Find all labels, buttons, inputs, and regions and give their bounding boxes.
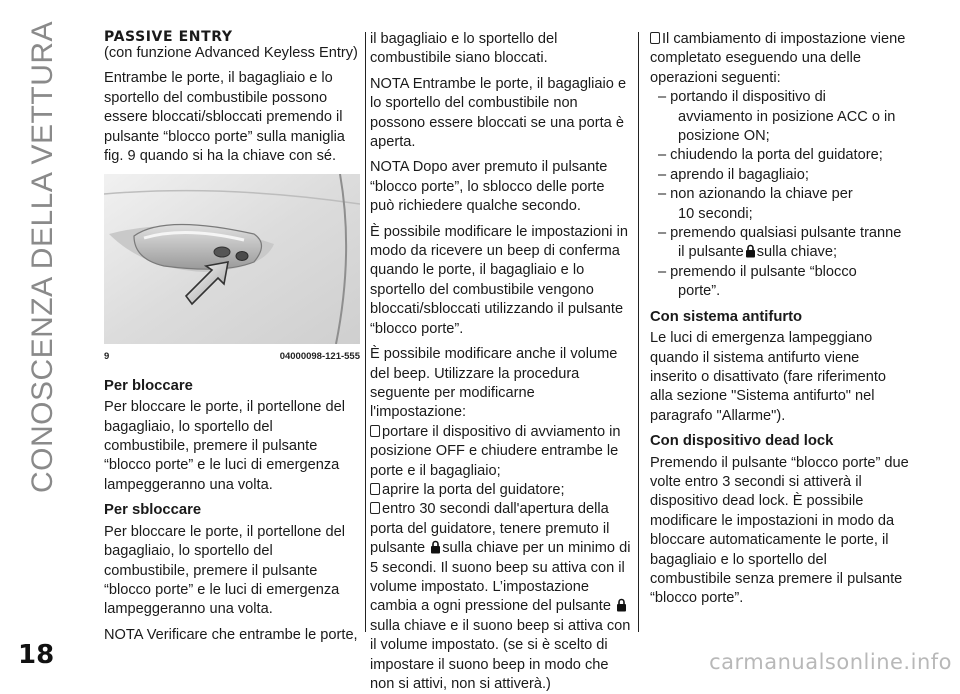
checkbox-bullet-icon [370, 483, 380, 495]
dash-item: – aprendo il bagagliaio; [658, 166, 809, 183]
paragraph: NOTA Entrambe le porte, il bagagliaio e lo sportello del combustibile non possono essere bloccati se una porta è aperta. [370, 75, 627, 151]
lock-icon [430, 540, 441, 554]
column-divider [365, 32, 366, 632]
paragraph: È possibile modificare le impostazioni in modo da ricevere un beep di conferma quando le porte, il bagagliaio e lo sportello del combustibile vengono bloccati/sbloccati utilizzando il pulsante “blocco porte”. [370, 223, 628, 337]
column-divider [638, 32, 639, 632]
chapter-side-title [12, 22, 74, 492]
heading-antifurto: Con sistema antifurto [650, 308, 803, 325]
door-handle-figure [104, 174, 360, 344]
checkbox-bullet-icon [650, 32, 660, 44]
door-handle-illustration [104, 174, 360, 344]
figure-number: 9 [104, 351, 110, 363]
dash-item: – non azionando la chiave per [658, 186, 853, 203]
bullet-item: portare il dispositivo di avviamento in posizione OFF e chiudere entrambe le porte e il bagagliaio; [370, 423, 621, 479]
section-subtitle: (con funzione Advanced Keyless Entry) [104, 45, 358, 61]
column-2 [370, 30, 632, 694]
paragraph: Entrambe le porte, il bagagliaio e lo sportello del combustibile possono essere bloccati/sbloccati premendo il pulsante “blocco porte” sulla maniglia fig. 9 quando si ha la chiave con sé. [104, 70, 345, 165]
paragraph: Per bloccare le porte, il portellone del bagagliaio, lo sportello del combustibile, premere il pulsante “blocco porte” e le luci di emergenza lampeggeranno una volta. [104, 523, 345, 618]
checkbox-bullet-icon [370, 425, 380, 437]
figure-code: 04000098-121-555 [279, 351, 360, 363]
paragraph: Per bloccare le porte, il portellone del bagagliaio, lo sportello del combustibile, premere il pulsante “blocco porte” e le luci di emergenza lampeggeranno una volta. [104, 399, 345, 493]
heading-unlock: Per sbloccare [104, 502, 202, 519]
dash-item-continued: porte”. [678, 283, 721, 300]
section-title: PASSIVE ENTRY [104, 29, 233, 45]
dash-item: – premendo il pulsante “blocco [658, 263, 857, 280]
dash-item-continued: 10 secondi; [678, 205, 753, 222]
dash-item: – portando il dispositivo di [658, 89, 826, 106]
dash-item-continued: il pulsante sulla chiave; [678, 244, 838, 261]
paragraph: Premendo il pulsante “blocco porte” due volte entro 3 secondi si attiverà il dispositivo dead lock. È possibile modificare le impostazioni in modo da bloccare automaticamente le porte, il bagagliaio e lo sportello del combustibile senza premere il pulsante “blocco porte”. [650, 454, 909, 607]
bullet-item: entro 30 secondi dall'apertura della porta del guidatore, tenere premuto il pulsante sulla chiave per un minimo di 5 secondi. Il suono beep su attiva con il volume impostato. L’impostazione cambia a ogni pressione del pulsante sulla chiave e il suono beep si attiva con il volume impostato. (se si è scelto di impostare il suono beep in modo che non si attivi, non si attiverà.) [370, 501, 631, 692]
column-1 [104, 30, 360, 651]
dash-item: – premendo qualsiasi pulsante tranne [658, 225, 902, 242]
watermark: carmanualsonline.info [709, 650, 952, 674]
paragraph: Le luci di emergenza lampeggiano quando il sistema antifurto viene inserito o disattivato (fare riferimento alla sezione "Sistema antifurto" nel paragrafo "Allarme"). [650, 330, 887, 424]
bullet-item: Il cambiamento di impostazione viene completato eseguendo una delle operazioni seguenti: [650, 31, 906, 86]
chapter-title-text: CONOSCENZA DELLA VETTURA [26, 20, 60, 494]
dash-item-continued: avviamento in posizione ACC o in posizione ON; [678, 108, 896, 145]
paragraph: NOTA Dopo aver premuto il pulsante “blocco porte”, lo sblocco delle porte può richiedere qualche secondo. [370, 159, 608, 215]
figure-caption [104, 347, 360, 366]
paragraph: È possibile modificare anche il volume del beep. Utilizzare la procedura seguente per modificarne l'impostazione: [370, 346, 618, 421]
heading-deadlock: Con dispositivo dead lock [650, 433, 834, 450]
lock-icon [745, 244, 756, 258]
heading-lock: Per bloccare [104, 377, 193, 394]
dash-item: – chiudendo la porta del guidatore; [658, 147, 883, 164]
lock-icon [616, 598, 627, 612]
checkbox-bullet-icon [370, 502, 380, 514]
bullet-item: aprire la porta del guidatore; [370, 481, 632, 500]
paragraph: il bagagliaio e lo sportello del combustibile siano bloccati. [370, 31, 558, 67]
paragraph: NOTA Verificare che entrambe le porte, [104, 626, 358, 643]
column-3 [650, 30, 910, 615]
page-number: 18 [18, 640, 55, 670]
